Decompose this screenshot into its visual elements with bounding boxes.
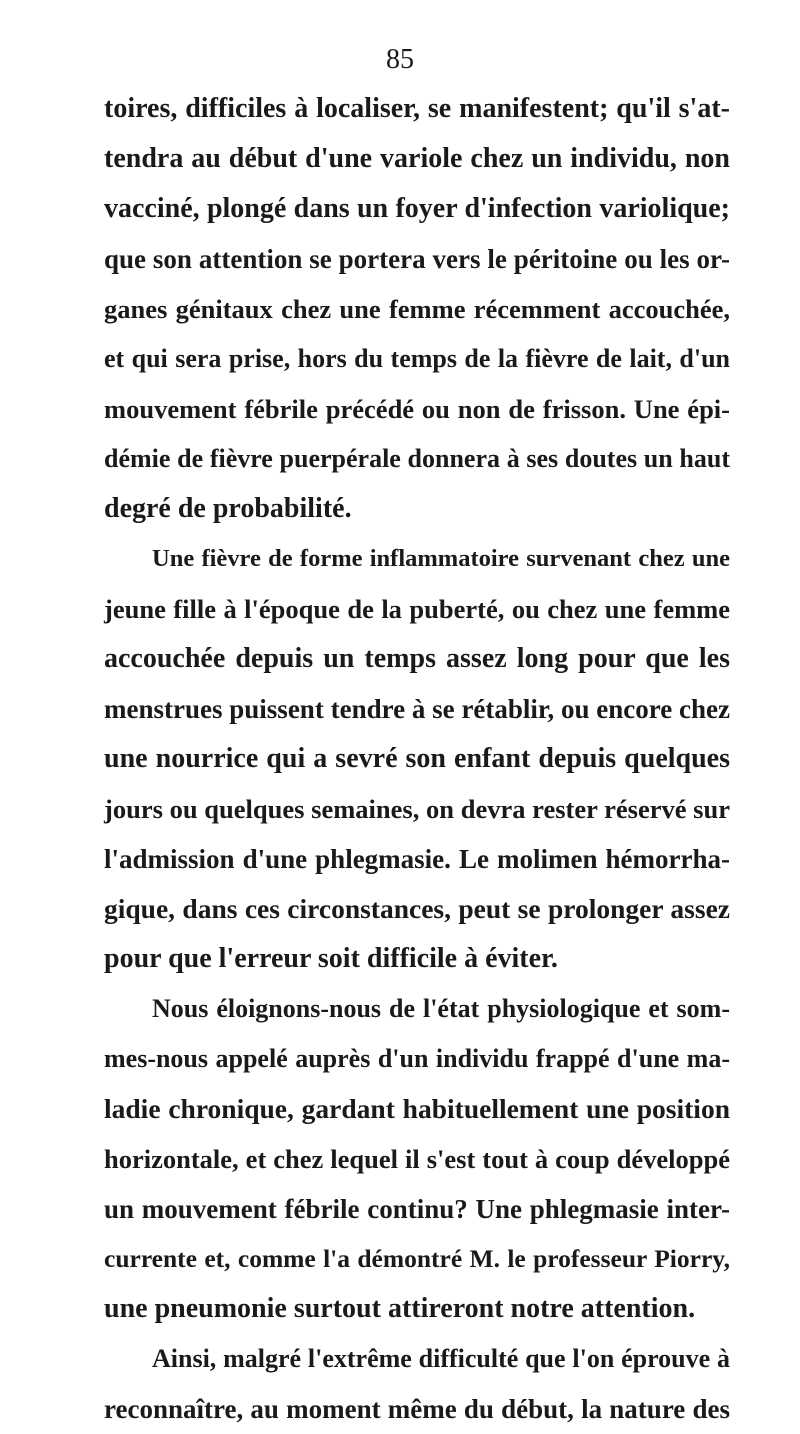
text-line: menstrues puissent tendre à se rétablir, ou encore chez bbox=[104, 694, 730, 724]
text-line: et qui sera prise, hors du temps de la fièvre de lait, d'un bbox=[104, 344, 730, 373]
text-line: vacciné, plongé dans un foyer d'infection variolique; bbox=[104, 193, 730, 224]
text-line: accouchée depuis un temps assez long pour que les bbox=[104, 643, 730, 674]
text-line: horizontale, et chez lequel il s'est tout à coup développé bbox=[104, 1144, 730, 1174]
text-line: Nous éloignons-nous de l'état physiologique et som- bbox=[152, 994, 730, 1023]
text-line: jours ou quelques semaines, on devra rester réservé sur bbox=[104, 794, 730, 824]
text-line: Une fièvre de forme inflammatoire survenant chez une bbox=[152, 545, 730, 572]
body-text bbox=[104, 84, 730, 1434]
text-line: Ainsi, malgré l'extrême difficulté que l'on éprouve à bbox=[152, 1344, 730, 1373]
page-number: 85 bbox=[386, 44, 414, 75]
text-line: une pneumonie surtout attireront notre attention. bbox=[104, 1293, 696, 1324]
text-line: ladie chronique, gardant habituellement une position bbox=[104, 1093, 730, 1124]
text-line: pour que l'erreur soit difficile à éviter. bbox=[104, 943, 558, 974]
text-line: un mouvement fébrile continu? Une phlegmasie inter- bbox=[104, 1194, 730, 1224]
text-line: tendra au début d'une variole chez un individu, non bbox=[104, 143, 730, 174]
text-line: une nourrice qui a sevré son enfant depuis quelques bbox=[104, 743, 730, 774]
text-line: toires, difficiles à localiser, se manifestent; qu'il s'at- bbox=[104, 93, 730, 124]
text-line: reconnaître, au moment même du début, la nature des bbox=[104, 1394, 730, 1424]
text-line: l'admission d'une phlegmasie. Le molimen hémorrha- bbox=[104, 844, 730, 874]
text-line: jeune fille à l'époque de la puberté, ou chez une femme bbox=[104, 594, 730, 624]
text-line: démie de fièvre puerpérale donnera à ses doutes un haut bbox=[104, 444, 730, 473]
text-line: currente et, comme l'a démontré M. le professeur Piorry, bbox=[104, 1244, 730, 1273]
text-line: mes-nous appelé auprès d'un individu frappé d'une ma- bbox=[104, 1044, 730, 1073]
text-line: ganes génitaux chez une femme récemment accouchée, bbox=[104, 294, 730, 324]
text-line: que son attention se portera vers le péritoine ou les or- bbox=[104, 244, 730, 274]
text-line: mouvement fébrile précédé ou non de frisson. Une épi- bbox=[104, 394, 730, 424]
text-line: gique, dans ces circonstances, peut se prolonger assez bbox=[104, 893, 730, 924]
text-line: degré de probabilité. bbox=[104, 493, 352, 524]
